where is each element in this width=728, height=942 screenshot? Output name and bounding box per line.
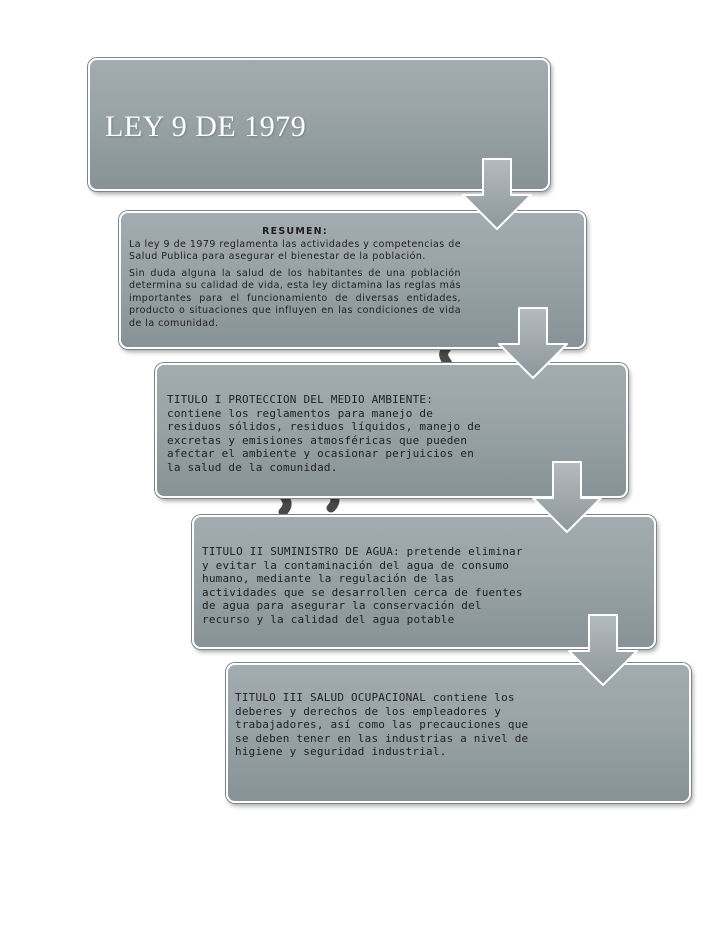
chevron-down-arrow-icon bbox=[531, 460, 603, 534]
summary-content bbox=[129, 226, 461, 330]
chevron-down-arrow-icon bbox=[461, 157, 533, 231]
summary-paragraph-2: Sin duda alguna la salud de los habitantes de una población determina su calidad de vida, esta ley dictamina las reglas más importantes para el funcionamiento de diversas entidades, producto o situaciones que influyen en las condiciones de vida de la comunidad. bbox=[129, 267, 461, 329]
titulo-2-text: TITULO II SUMINISTRO DE AGUA: pretende eliminar y evitar la contaminación del agua de consumo humano, mediante la regulación de las actividades que se desarrollen cerca de fuentes de agua para asegurar la conservación del recurso y la calidad del agua potable bbox=[202, 545, 523, 626]
chevron-down-arrow-icon bbox=[567, 613, 639, 687]
titulo-3-text: TITULO III SALUD OCUPACIONAL contiene los deberes y derechos de los empleadores y trabajadores, así como las precauciones que se deben tener en las industrias a nivel de higiene y seguridad industrial. bbox=[235, 691, 529, 758]
titulo-1-text: TITULO I PROTECCION DEL MEDIO AMBIENTE: contiene los reglamentos para manejo de residuos sólidos, residuos líquidos, manejo de excretas y emisiones atmosféricas que pueden afectar el ambiente y ocasionar perjuicios en la salud de la comunidad. bbox=[167, 393, 481, 474]
chevron-down-arrow-icon bbox=[497, 306, 569, 380]
diagram-title: LEY 9 DE 1979 bbox=[105, 110, 307, 143]
summary-heading: RESUMEN: bbox=[262, 226, 328, 237]
summary-paragraph-1: La ley 9 de 1979 reglamenta las actividades y competencias de Salud Publica para asegurar el bienestar de la población. bbox=[129, 238, 461, 262]
